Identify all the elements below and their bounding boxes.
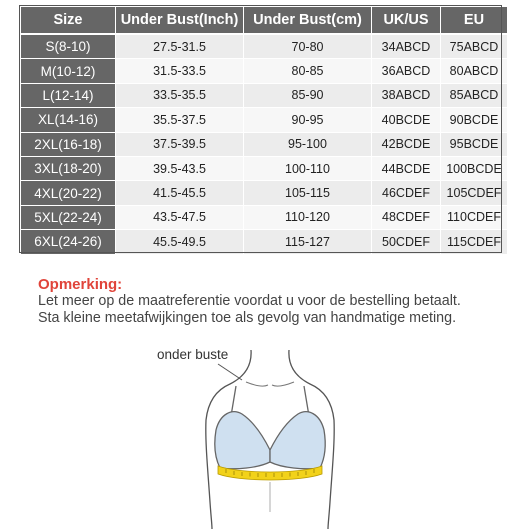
label-pointer-line [218, 364, 242, 380]
cell-under-bust-inch: 39.5-43.5 [116, 156, 244, 180]
cell-eu: 115CDEF [441, 230, 508, 254]
cell-uk-us: 34ABCD [372, 34, 441, 59]
note-line-2: Sta kleine meetafwijkingen toe als gevolg van handmatige meting. [38, 310, 457, 326]
cell-size: M(10-12) [21, 59, 116, 83]
table-row [21, 108, 508, 132]
header-eu: EU [441, 7, 508, 35]
cell-eu: 90BCDE [441, 108, 508, 132]
cell-size: 2XL(16-18) [21, 132, 116, 156]
cell-under-bust-inch: 43.5-47.5 [116, 205, 244, 229]
size-chart-table [20, 6, 508, 255]
cell-size: 4XL(20-22) [21, 181, 116, 205]
cell-uk-us: 38ABCD [372, 83, 441, 107]
table-row [21, 83, 508, 107]
cell-eu: 110CDEF [441, 205, 508, 229]
table-header-row [21, 7, 508, 35]
cell-size: S(8-10) [21, 34, 116, 59]
cell-under-bust-cm: 90-95 [244, 108, 372, 132]
cell-eu: 80ABCD [441, 59, 508, 83]
cell-under-bust-cm: 85-90 [244, 83, 372, 107]
cell-under-bust-cm: 110-120 [244, 205, 372, 229]
table-row [21, 59, 508, 83]
cell-under-bust-cm: 105-115 [244, 181, 372, 205]
cell-eu: 105CDEF [441, 181, 508, 205]
bra-cup-left [215, 412, 270, 469]
cell-under-bust-inch: 45.5-49.5 [116, 230, 244, 254]
cell-uk-us: 50CDEF [372, 230, 441, 254]
cell-under-bust-cm: 115-127 [244, 230, 372, 254]
table-row [21, 34, 508, 59]
table-row [21, 156, 508, 180]
table-row [21, 181, 508, 205]
figure-label: onder buste [157, 347, 229, 362]
cell-uk-us: 46CDEF [372, 181, 441, 205]
cell-under-bust-inch: 41.5-45.5 [116, 181, 244, 205]
note-line-1: Let meer op de maatreferentie voordat u voor de bestelling betaalt. [38, 293, 461, 309]
collarbone-right [272, 382, 294, 386]
cell-size: 3XL(18-20) [21, 156, 116, 180]
cell-size: XL(14-16) [21, 108, 116, 132]
cell-under-bust-inch: 35.5-37.5 [116, 108, 244, 132]
header-uk-us: UK/US [372, 7, 441, 35]
cell-under-bust-inch: 33.5-35.5 [116, 83, 244, 107]
bra-cup-right [270, 412, 325, 469]
header-under-bust-cm: Under Bust(cm) [244, 7, 372, 35]
cell-under-bust-inch: 31.5-33.5 [116, 59, 244, 83]
cell-under-bust-cm: 80-85 [244, 59, 372, 83]
cell-eu: 100BCDE [441, 156, 508, 180]
cell-uk-us: 48CDEF [372, 205, 441, 229]
cell-uk-us: 42BCDE [372, 132, 441, 156]
cell-eu: 95BCDE [441, 132, 508, 156]
cell-under-bust-cm: 70-80 [244, 34, 372, 59]
cell-under-bust-cm: 95-100 [244, 132, 372, 156]
bra-measurement-illustration [150, 342, 390, 529]
cell-size: 6XL(24-26) [21, 230, 116, 254]
cell-under-bust-inch: 27.5-31.5 [116, 34, 244, 59]
collarbone-left [246, 382, 268, 386]
table-row [21, 132, 508, 156]
cell-under-bust-inch: 37.5-39.5 [116, 132, 244, 156]
header-size: Size [21, 7, 116, 35]
cell-size: 5XL(22-24) [21, 205, 116, 229]
table-row [21, 230, 508, 254]
cell-size: L(12-14) [21, 83, 116, 107]
cell-eu: 85ABCD [441, 83, 508, 107]
cell-uk-us: 40BCDE [372, 108, 441, 132]
header-under-bust-inch: Under Bust(Inch) [116, 7, 244, 35]
cell-eu: 75ABCD [441, 34, 508, 59]
table-row [21, 205, 508, 229]
note-heading: Opmerking: [38, 276, 123, 293]
cell-uk-us: 36ABCD [372, 59, 441, 83]
measurement-note [38, 276, 461, 327]
cell-uk-us: 44BCDE [372, 156, 441, 180]
cell-under-bust-cm: 100-110 [244, 156, 372, 180]
